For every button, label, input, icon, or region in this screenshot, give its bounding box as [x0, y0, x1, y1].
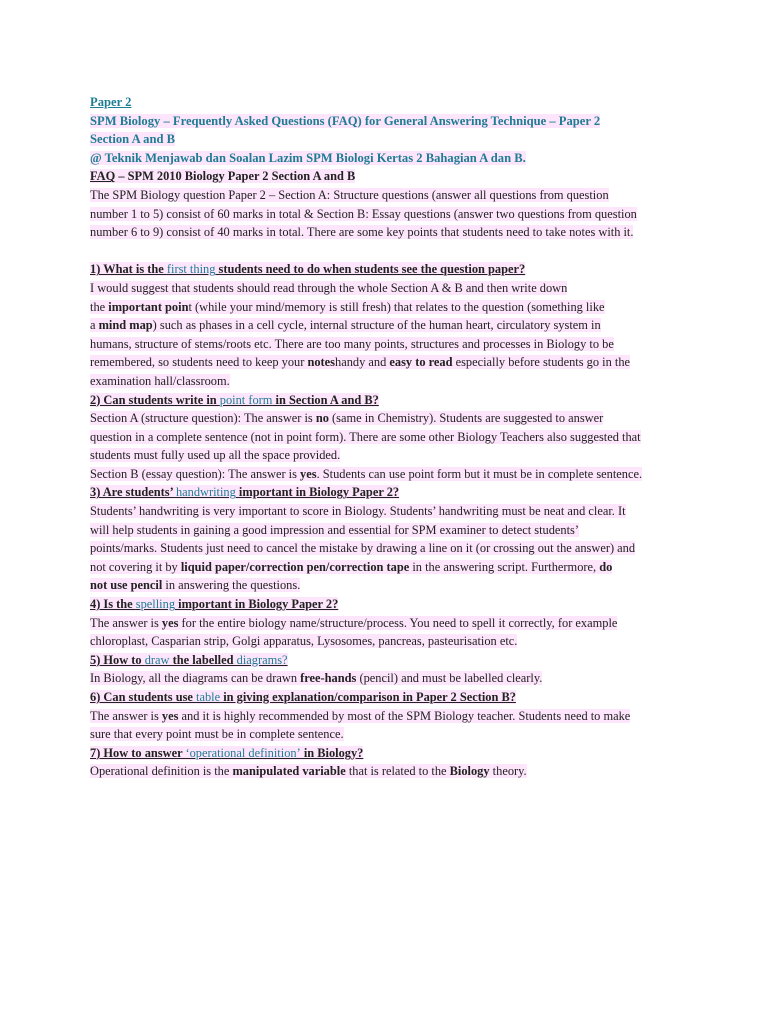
title-line-2 [90, 130, 690, 149]
q1-answer-3: a mind map) such as phases in a cell cycle, internal structure of the human heart, circulatory system in [90, 318, 601, 333]
q1-answer-4: humans, structure of stems/roots etc. There are too many points, structures and processes in Biology to be [90, 336, 614, 351]
q3-answer-4: not covering it by liquid paper/correction pen/correction tape in the answering script. Furthermore, do [90, 559, 613, 574]
question-7: 7) How to answer ‘operational definition’ in Biology? [90, 745, 364, 760]
q2-answer-1: Section A (structure question): The answer is no (same in Chemistry). Students are suggested to answer [90, 411, 604, 426]
question-6: 6) Can students use table in giving explanation/comparison in Paper 2 Section B? [90, 690, 516, 704]
paper-link[interactable]: Paper 2 [90, 95, 132, 109]
q7-link[interactable]: ‘operational definition’ [185, 745, 301, 760]
q7-answer-1: Operational definition is the manipulated variable that is related to the Biology theory. [90, 764, 527, 779]
q3-answer-3: points/marks. Students just need to cancel the mistake by drawing a line on it (or crossing out the answer) and [90, 541, 636, 556]
q1-answer-5: remembered, so students need to keep your noteshandy and easy to read especially before students go in the [90, 355, 631, 370]
q4-answer-2: chloroplast, Casparian strip, Golgi apparatus, Lysosomes, pancreas, pasteurisation etc. [90, 634, 518, 649]
q1-pre: 1) What is the [90, 262, 167, 277]
q2-answer-3: students must fully used up all the space provided. [90, 448, 341, 463]
subtitle-line [90, 149, 690, 168]
faq-title-text: – SPM 2010 Biology Paper 2 Section A and B [115, 169, 356, 184]
q1-answer-2: the important point (while your mind/memory is still fresh) that relates to the question (something like [90, 299, 605, 314]
intro-line-1: The SPM Biology question Paper 2 – Section A: Structure questions (answer all questions from question [90, 187, 609, 202]
document-title: SPM Biology – Frequently Asked Questions (FAQ) for General Answering Technique – Paper 2 [90, 113, 601, 128]
q6-link[interactable]: table [196, 690, 221, 704]
q1-answer-6: examination hall/classroom. [90, 373, 230, 388]
title-line-1 [90, 112, 690, 131]
q4-link[interactable]: spelling [135, 597, 176, 612]
q3-answer-2: will help students in gaining a good impression and essential for SPM examiner to detect students’ [90, 522, 580, 537]
q2-link[interactable]: point form [219, 392, 273, 407]
question-5: 5) How to draw the labelled diagrams? [90, 652, 288, 667]
intro-line-3: number 6 to 9) consist of 40 marks in total. There are some key points that students need to take notes with it. [90, 225, 634, 240]
q1-answer-1: I would suggest that students should read through the whole Section A & B and then write down [90, 280, 568, 295]
q1-post: students need to do when students see the question paper? [215, 262, 526, 277]
question-1 [90, 260, 690, 279]
q1-link[interactable]: first thing [166, 262, 216, 277]
q6-answer-1: The answer is yes and it is highly recommended by most of the SPM Biology teacher. Students need to make [90, 708, 631, 723]
q2-answer-4: Section B (essay question): The answer is yes. Students can use point form but it must be in complete sentence. [90, 466, 643, 481]
q4-answer-1: The answer is yes for the entire biology name/structure/process. You need to spell it correctly, for example [90, 615, 618, 630]
q3-link[interactable]: handwriting [175, 485, 236, 500]
spacer [90, 242, 690, 261]
faq-title-line [90, 167, 690, 186]
question-3: 3) Are students’ handwriting important in Biology Paper 2? [90, 485, 400, 500]
document-subtitle: @ Teknik Menjawab dan Soalan Lazim SPM Biologi Kertas 2 Bahagian A dan B. [90, 150, 526, 165]
q5-link-diagrams[interactable]: diagrams? [236, 652, 288, 667]
document-title-cont: Section A and B [90, 132, 176, 147]
faq-title [90, 169, 355, 183]
question-2: 2) Can students write in point form in Section A and B? [90, 392, 379, 407]
q6-answer-2: sure that every point must be in complete sentence. [90, 727, 344, 742]
q3-answer-5: not use pencil in answering the questions. [90, 578, 301, 593]
q2-answer-2: question in a complete sentence (not in point form). There are some other Biology Teachers also suggested that [90, 429, 641, 444]
question-4: 4) Is the spelling important in Biology Paper 2? [90, 597, 339, 612]
document-page [90, 93, 690, 781]
faq-abbrev: FAQ [90, 169, 116, 184]
q3-answer-1: Students’ handwriting is very important to score in Biology. Students’ handwriting must be neat and clear. It [90, 504, 626, 519]
q5-link-draw[interactable]: draw [144, 652, 170, 667]
paper-link-line [90, 93, 690, 112]
intro-line-2: number 1 to 5) consist of 60 marks in total & Section B: Essay questions (answer two questions from question [90, 206, 637, 221]
q5-answer-1: In Biology, all the diagrams can be drawn free-hands (pencil) and must be labelled clearly. [90, 671, 543, 686]
